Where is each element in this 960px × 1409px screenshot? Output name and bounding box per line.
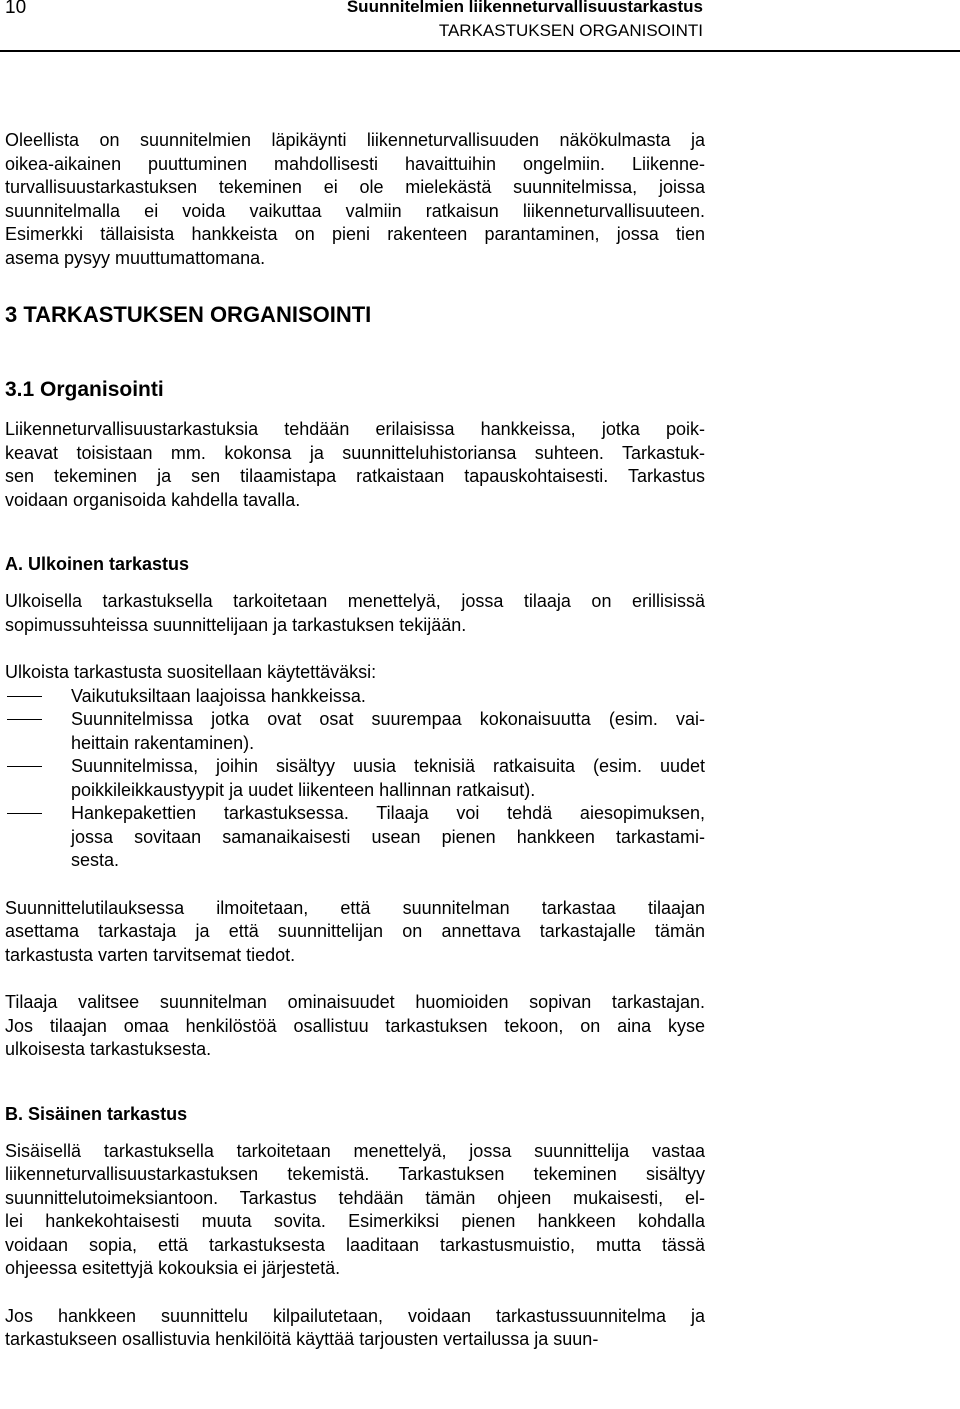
part-a-selection-paragraph <box>5 991 705 1062</box>
text-line: ulkoisesta tarkastuksesta. <box>5 1039 212 1059</box>
text-line: Hankepakettien tarkastuksessa. Tilaaja voi tehdä aiesopimuksen, <box>71 803 705 823</box>
text-line: Vaikutuksiltaan laajoissa hankkeissa. <box>71 685 366 706</box>
text-line: voidaan organisoida kahdella tavalla. <box>5 489 301 510</box>
text-line: Oleellista on suunnitelmien läpikäynti liikenneturvallisuuden näkökulmasta ja <box>5 130 705 150</box>
text-line: keavat toisistaan mm. kokonsa ja suunnitteluhistoriansa suhteen. Tarkastuk- <box>5 442 705 463</box>
part-a-recommend-intro: Ulkoista tarkastusta suositellaan käytettäväksi: <box>5 662 377 682</box>
page-header <box>0 0 960 50</box>
page-body <box>5 129 705 1352</box>
text-line: sopimussuhteissa suunnittelijaan ja tarkastuksen tekijään. <box>5 614 467 635</box>
text-line: Ulkoisella tarkastuksella tarkoitetaan menettelyä, jossa tilaaja on erillisissä <box>5 591 705 611</box>
dash-bullet-icon <box>7 766 42 767</box>
part-b-competition-paragraph <box>5 1305 705 1352</box>
dash-bullet-icon <box>7 813 42 814</box>
text-line: Liikenneturvallisuustarkastuksia tehdään erilaisissa hankkeissa, jotka poik- <box>5 419 705 439</box>
text-line: asema pysyy muuttumattomana. <box>5 247 266 268</box>
text-line: sen tekeminen ja sen tilaamistapa ratkaistaan tapauskohtaisesti. Tarkastus <box>5 466 705 486</box>
text-line: tarkastukseen osallistuvia henkilöitä käyttää tarjousten vertailussa ja suun- <box>5 1329 599 1349</box>
part-a-definition <box>5 590 705 637</box>
text-line: poikkileikkaustyypit ja uudet liikenteen hallinnan ratkaisut). <box>71 779 536 800</box>
text-line: suunnittelutoimeksiantoon. Tarkastus tehdään tämän ohjeen mukaisesti, el- <box>5 1187 705 1208</box>
part-a-ordering-paragraph <box>5 897 705 968</box>
text-line: ohjeessa esitettyjä kokouksia ei järjestetä. <box>5 1258 341 1278</box>
text-line: liikenneturvallisuustarkastuksen tekemistä. Tarkastuksen tekeminen sisältyy <box>5 1164 705 1184</box>
list-item <box>5 802 705 873</box>
text-line: Jos tilaajan omaa henkilöstöä osallistuu tarkastuksen tekoon, on aina kyse <box>5 1015 705 1036</box>
text-line: Tilaaja valitsee suunnitelman ominaisuudet huomioiden sopivan tarkastajan. <box>5 992 705 1012</box>
list-item <box>5 685 705 709</box>
section-heading: 3 TARKASTUKSEN ORGANISOINTI <box>5 302 372 327</box>
text-line: jossa sovitaan samanaikaisesti usean pienen hankkeen tarkastami- <box>71 826 705 847</box>
subsection-heading: 3.1 Organisointi <box>5 378 164 401</box>
text-line: tarkastusta varten tarvitsemat tiedot. <box>5 944 296 965</box>
part-a-heading: A. Ulkoinen tarkastus <box>5 554 190 574</box>
text-line: asettama tarkastaja ja että suunnittelijan on annettava tarkastajalle tämän <box>5 921 705 941</box>
running-subtitle: TARKASTUKSEN ORGANISOINTI <box>438 21 703 40</box>
intro-paragraph <box>5 129 705 270</box>
text-line: sesta. <box>71 850 120 870</box>
part-b-definition <box>5 1140 705 1281</box>
part-b-heading: B. Sisäinen tarkastus <box>5 1103 188 1124</box>
organisation-paragraph <box>5 418 705 512</box>
text-line: Suunnitelmissa jotka ovat osat suurempaa kokonaisuutta (esim. vai- <box>71 709 705 729</box>
dash-bullet-icon <box>7 696 42 697</box>
text-line: Jos hankkeen suunnittelu kilpailutetaan, voidaan tarkastussuunnitelma ja <box>5 1305 705 1326</box>
text-line: Suunnittelutilauksessa ilmoitetaan, että suunnitelman tarkastaa tilaajan <box>5 897 705 918</box>
list-item <box>5 755 705 802</box>
text-line: Suunnitelmissa, joihin sisältyy uusia teknisiä ratkaisuita (esim. uudet <box>71 756 705 776</box>
text-line: Sisäisellä tarkastuksella tarkoitetaan menettelyä, jossa suunnittelija vastaa <box>5 1140 705 1161</box>
text-line: suunnitelmalla ei voida vaikuttaa valmiin ratkaisun liikenneturvallisuuteen. <box>5 200 705 221</box>
recommendation-list <box>5 685 705 873</box>
page-number: 10 <box>5 0 27 18</box>
text-line: Esimerkki tällaisista hankkeista on pieni rakenteen parantaminen, jossa tien <box>5 224 705 244</box>
text-line: oikea-aikainen puuttuminen mahdollisesti havaittuihin ongelmiin. Liikenne- <box>5 153 705 174</box>
dash-bullet-icon <box>7 719 42 720</box>
text-line: turvallisuustarkastuksen tekeminen ei ole mielekästä suunnitelmissa, joissa <box>5 177 705 197</box>
running-title: Suunnitelmien liikenneturvallisuustarkastus <box>346 0 703 16</box>
text-line: voidaan sopia, että tarkastuksesta laaditaan tarkastusmuistio, mutta tässä <box>5 1234 705 1255</box>
text-line: heittain rakentaminen). <box>71 732 255 753</box>
list-item <box>5 708 705 755</box>
header-rule <box>0 50 960 52</box>
text-line: lei hankekohtaisesti muuta sovita. Esimerkiksi pienen hankkeen kohdalla <box>5 1211 705 1231</box>
